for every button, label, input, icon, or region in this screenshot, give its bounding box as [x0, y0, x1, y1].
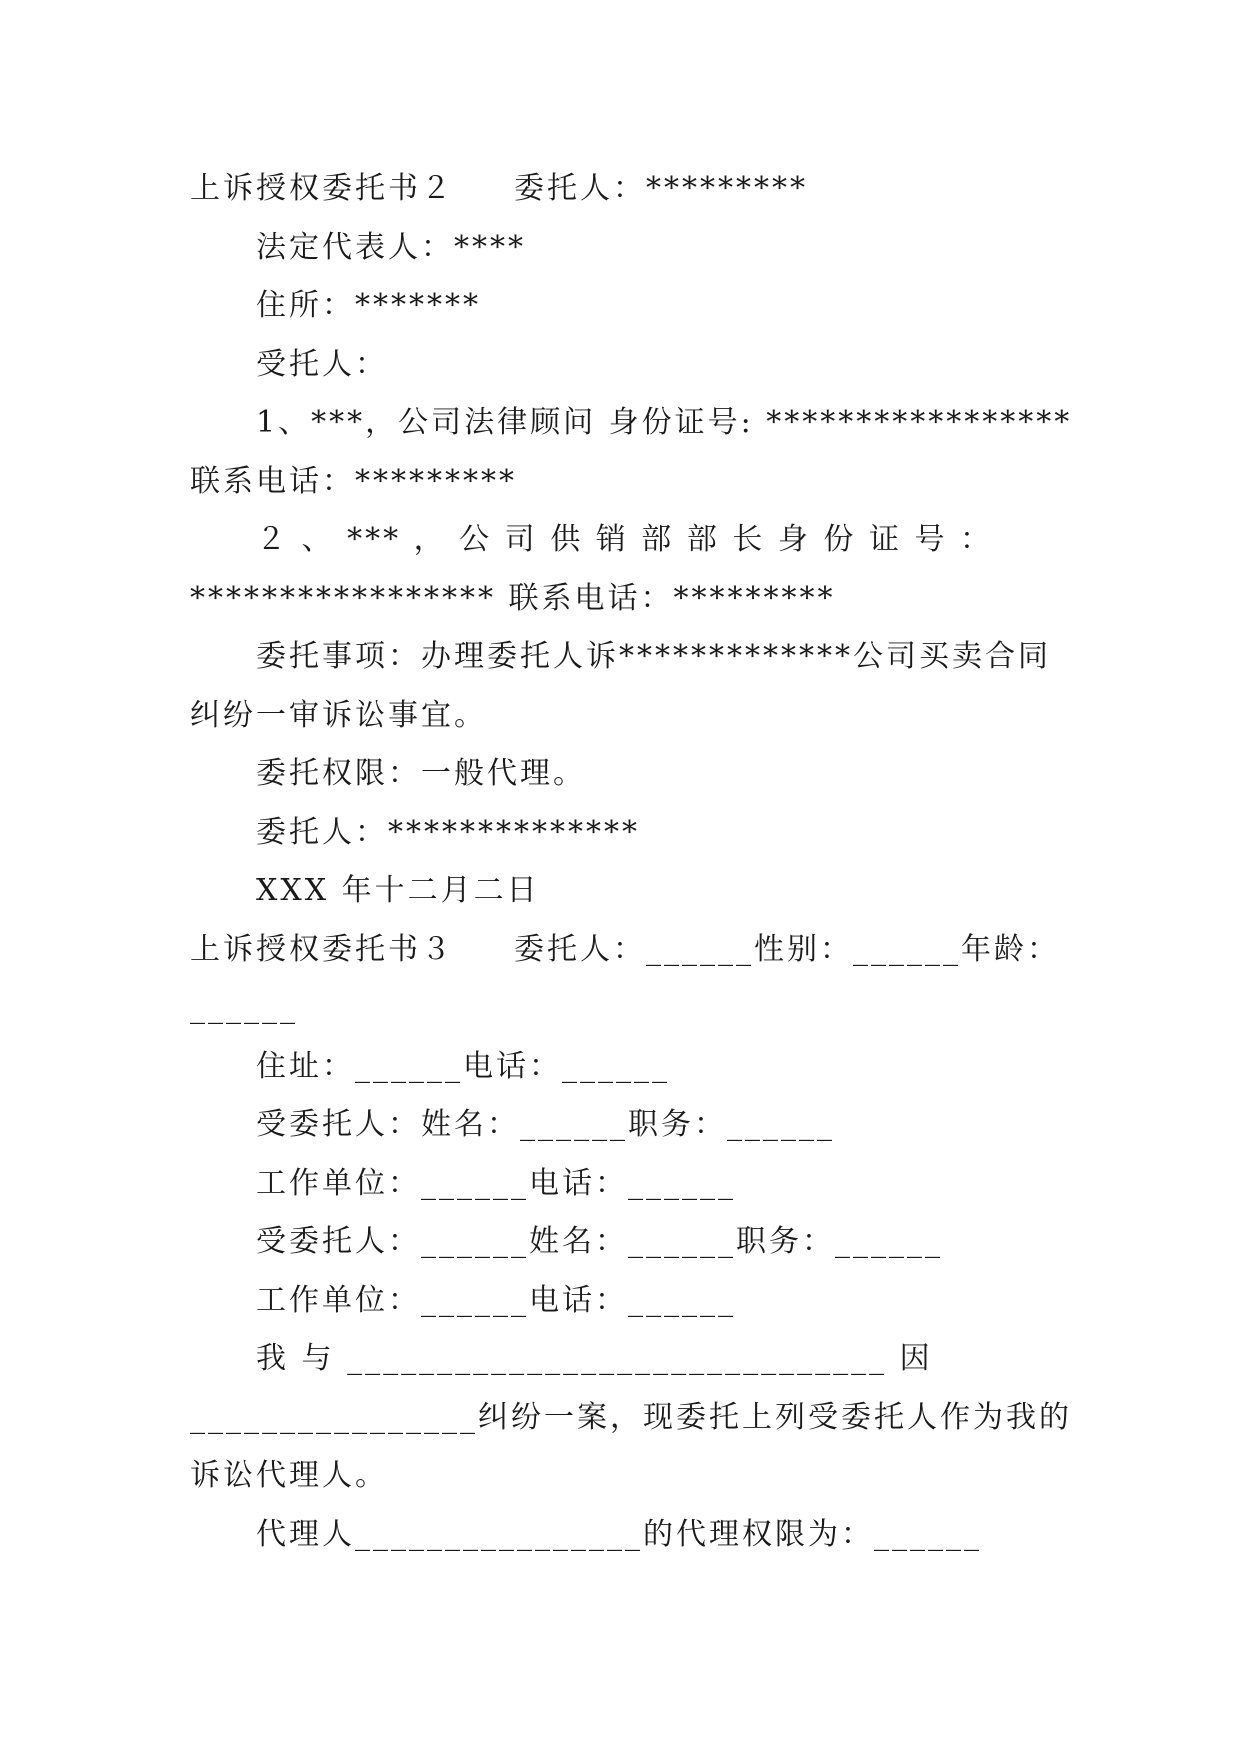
doc3-address-phone: 住址：______电话：______ — [256, 1048, 670, 1084]
doc2-agent1-line2: 联系电话：********* — [190, 463, 517, 499]
doc3-case-line1: 我 与 ______________________________ 因 — [256, 1341, 933, 1376]
doc2-agent2-line2: ***************** 联系电话：********* — [190, 580, 836, 616]
doc3-agent1-name: 受委托人：姓名：______职务：______ — [256, 1107, 835, 1142]
doc3-case-line3: 诉讼代理人。 — [190, 1458, 388, 1493]
doc3-first-line — [190, 921, 1060, 980]
doc2-matter-line1: 委托事项：办理委托人诉*************公司买卖合同 — [256, 639, 1051, 674]
doc3-agent2-work: 工作单位：______电话：______ — [256, 1282, 736, 1318]
doc3-client-line1: 委托人：______性别：______年龄： — [514, 931, 1060, 967]
doc2-agent1-line1: 1、***，公司法律顾问 身份证号: ***************** — [256, 405, 1073, 440]
doc2-date: XXX 年十二月二日 — [256, 873, 540, 908]
doc2-first-line — [190, 160, 1052, 219]
doc2-agent-heading: 受托人： — [256, 346, 388, 382]
doc2-signer: 委托人：************** — [256, 814, 640, 850]
doc2-matter-line2: 纠纷一审诉讼事宜。 — [190, 697, 487, 733]
doc2-title: 上诉授权委托书２ — [190, 171, 454, 206]
doc3-case-line2: ________________纠纷一案，现委托上列受委托人作为我的 — [190, 1399, 1072, 1435]
doc2-client: 委托人：********* — [514, 171, 808, 206]
document-body — [190, 160, 1073, 1564]
doc2-legal-rep: 法定代表人：**** — [256, 229, 526, 265]
doc2-address: 住所：******* — [256, 288, 481, 323]
doc2-agent2-line1: ２ 、 *** ， 公 司 供 销 部 部 长 身 份 证 号 ： — [256, 522, 994, 557]
doc3-agent2-name: 受委托人：______姓名：______职务：______ — [256, 1224, 943, 1259]
doc3-agent1-work: 工作单位：______电话：______ — [256, 1165, 736, 1201]
doc3-client-line2: ______ — [190, 990, 298, 1025]
doc3-scope: 代理人________________的代理权限为：______ — [256, 1516, 982, 1552]
doc2-authority: 委托权限：一般代理。 — [256, 756, 586, 791]
doc3-title: 上诉授权委托书３ — [190, 931, 454, 967]
